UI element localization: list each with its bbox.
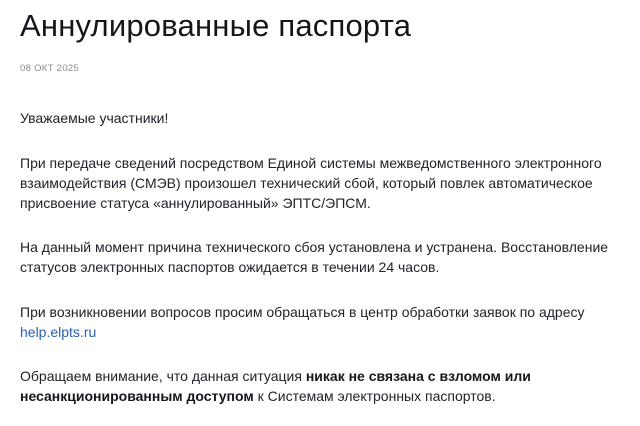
notice-emphasis: никак не связана с взломом или несанкционированным доступом bbox=[20, 368, 531, 404]
help-link[interactable]: help.elpts.ru bbox=[20, 324, 97, 340]
notice-paragraph bbox=[20, 366, 620, 406]
contact-paragraph bbox=[20, 302, 620, 342]
page-title: Аннулированные паспорта bbox=[20, 8, 412, 43]
notice-suffix: к Системам электронных паспортов. bbox=[253, 388, 496, 404]
notice-prefix: Обращаем внимание, что данная ситуация bbox=[20, 368, 306, 384]
publish-date: 08 ОКТ 2025 bbox=[20, 63, 80, 74]
incident-paragraph: При передаче сведений посредством Единой системы межведомственного электронного взаимодействия (СМЭВ) произошел технический сбой, который повлек автоматическое присвоение статуса «аннулированный» ЭПТС/ЭПСМ. bbox=[20, 155, 602, 211]
contact-text: При возникновении вопросов просим обращаться в центр обработки заявок по адресу bbox=[20, 304, 585, 320]
status-paragraph: На данный момент причина технического сбоя установлена и устранена. Восстановление статусов электронных паспортов ожидается в течении 24 часов. bbox=[20, 239, 609, 275]
greeting-text: Уважаемые участники! bbox=[20, 110, 169, 126]
